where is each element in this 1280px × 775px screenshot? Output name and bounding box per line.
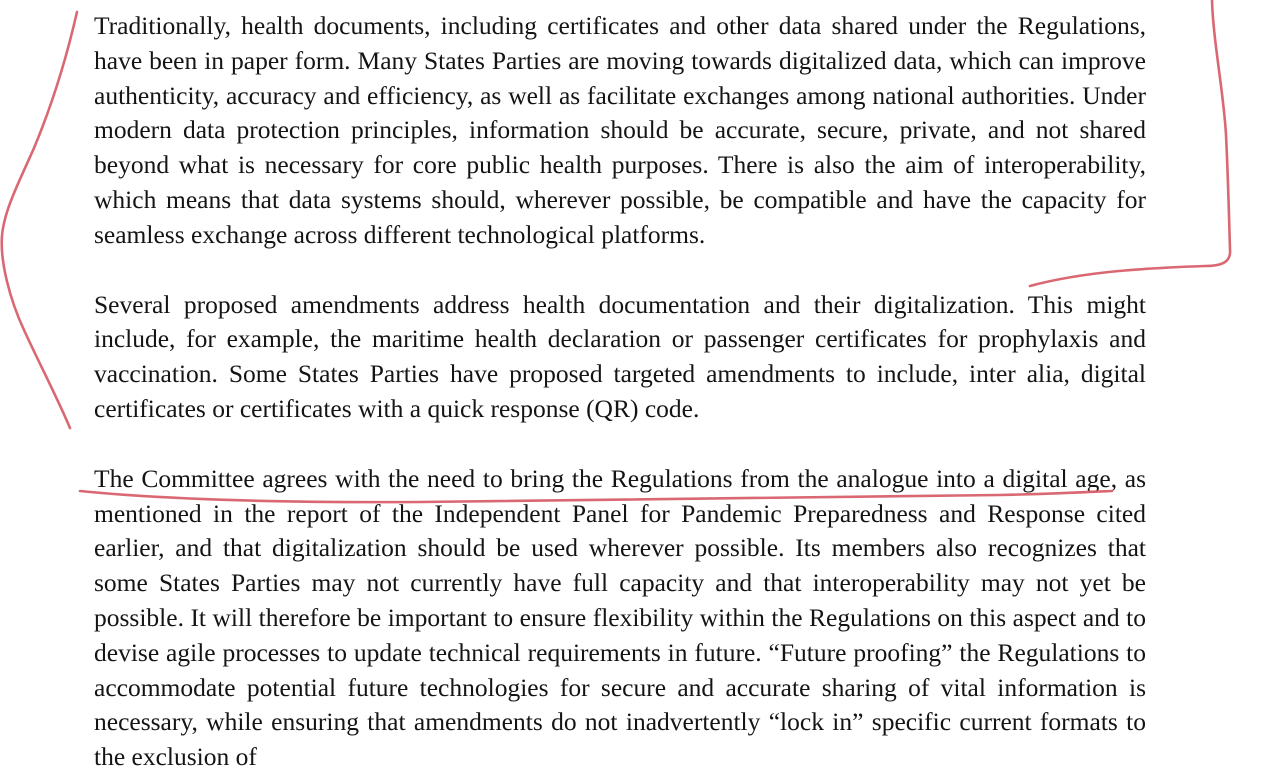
paragraph-proposed-amendments: Several proposed amendments address health documentation and their digitalization. This might include, for example, the maritime health declaration or passenger certificates for prophylaxis and vaccination. Some States Parties have proposed targeted amendments to include, inter alia, digital certificates or certificates with a quick response (QR) code. (94, 289, 1146, 423)
left-bracket-annotation (2, 12, 77, 428)
paragraph-committee-agreement: The Committee agrees with the need to bring the Regulations from the analogue into a digital age, as mentioned in the report of the Independent Panel for Pandemic Preparedness and Response cited earlier, and that digitalization should be used wherever possible. Its members also recognizes that some States Parties may not currently have full capacity and that interoperability may not yet be possible. It will therefore be important to ensure flexibility within the Regulations on this aspect and to devise agile processes to update technical requirements in future. “Future proofing” the Regulations to accommodate potential future technologies for secure and accurate sharing of vital information is necessary, while ensuring that amendments do not inadvertently “lock in” specific current formats to the exclusion of (94, 463, 1146, 772)
document-body (94, 9, 1146, 775)
paragraph-paper-documents: Traditionally, health documents, including certificates and other data shared under the Regulations, have been in paper form. Many States Parties are moving towards digitalized data, which can improve authenticity, accuracy and efficiency, as well as facilitate exchanges among national authorities. Under modern data protection principles, information should be accurate, secure, private, and not shared beyond what is necessary for core public health purposes. There is also the aim of interoperability, which means that data systems should, wherever possible, be compatible and have the capacity for seamless exchange across different technological platforms. (94, 11, 1146, 249)
